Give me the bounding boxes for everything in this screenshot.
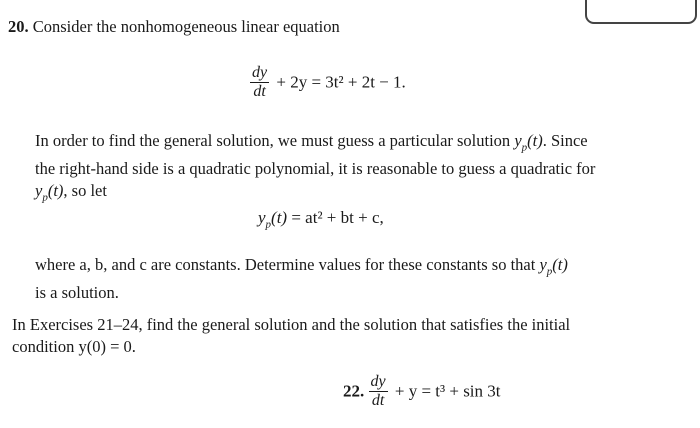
problem-number: 20. <box>8 17 29 36</box>
problem-22 <box>343 373 501 410</box>
derivative-fraction <box>250 64 269 101</box>
paragraph-text: where a, b, and c are constants. Determine values for these constants so that <box>35 255 536 274</box>
constants-paragraph <box>35 254 568 304</box>
exercises-line-2: condition y(0) = 0. <box>12 337 136 356</box>
paragraph-text: , so let <box>63 181 107 201</box>
display-equation <box>250 64 406 101</box>
paragraph-text: . Since <box>542 131 588 150</box>
problem-22-rest: + y = t³ + sin 3t <box>394 381 501 401</box>
problem-20-header <box>8 17 340 37</box>
guess-equation <box>258 208 384 230</box>
yp-symbol: $y_p(t)$ <box>35 181 64 204</box>
fraction-denominator: dt <box>371 392 385 409</box>
constants-line-1 <box>35 254 568 282</box>
fraction-denominator: dt <box>253 83 266 100</box>
paragraph-line-1 <box>35 130 595 158</box>
paragraph-text: In order to find the general solution, we must guess a particular solution <box>35 131 511 150</box>
problem-intro: Consider the nonhomogeneous linear equation <box>32 17 340 36</box>
fraction-numerator: dy <box>252 64 268 81</box>
paragraph-line-3 <box>35 180 595 208</box>
problem-number: 22. <box>343 381 365 401</box>
yp-symbol: $y_p(t)$ <box>539 255 568 278</box>
exercises-line-1: In Exercises 21–24, find the general solution and the solution that satisfies the initial <box>12 315 571 334</box>
equation-rest: + 2y = 3t² + 2t − 1. <box>276 72 406 92</box>
fraction-numerator: dy <box>370 373 386 390</box>
exercises-instruction <box>12 314 570 358</box>
yp-symbol: $y_p(t)$ <box>258 208 288 231</box>
guess-rhs: = at² + bt + c, <box>291 208 384 227</box>
constants-line-2: is a solution. <box>35 283 119 303</box>
corner-answer-box <box>585 0 697 24</box>
derivative-fraction <box>369 373 388 410</box>
paragraph-line-2: the right-hand side is a quadratic polynomial, it is reasonable to guess a quadratic for <box>35 159 596 179</box>
yp-symbol: $y_p(t)$ <box>514 131 543 154</box>
problem-20-paragraph <box>35 130 595 209</box>
